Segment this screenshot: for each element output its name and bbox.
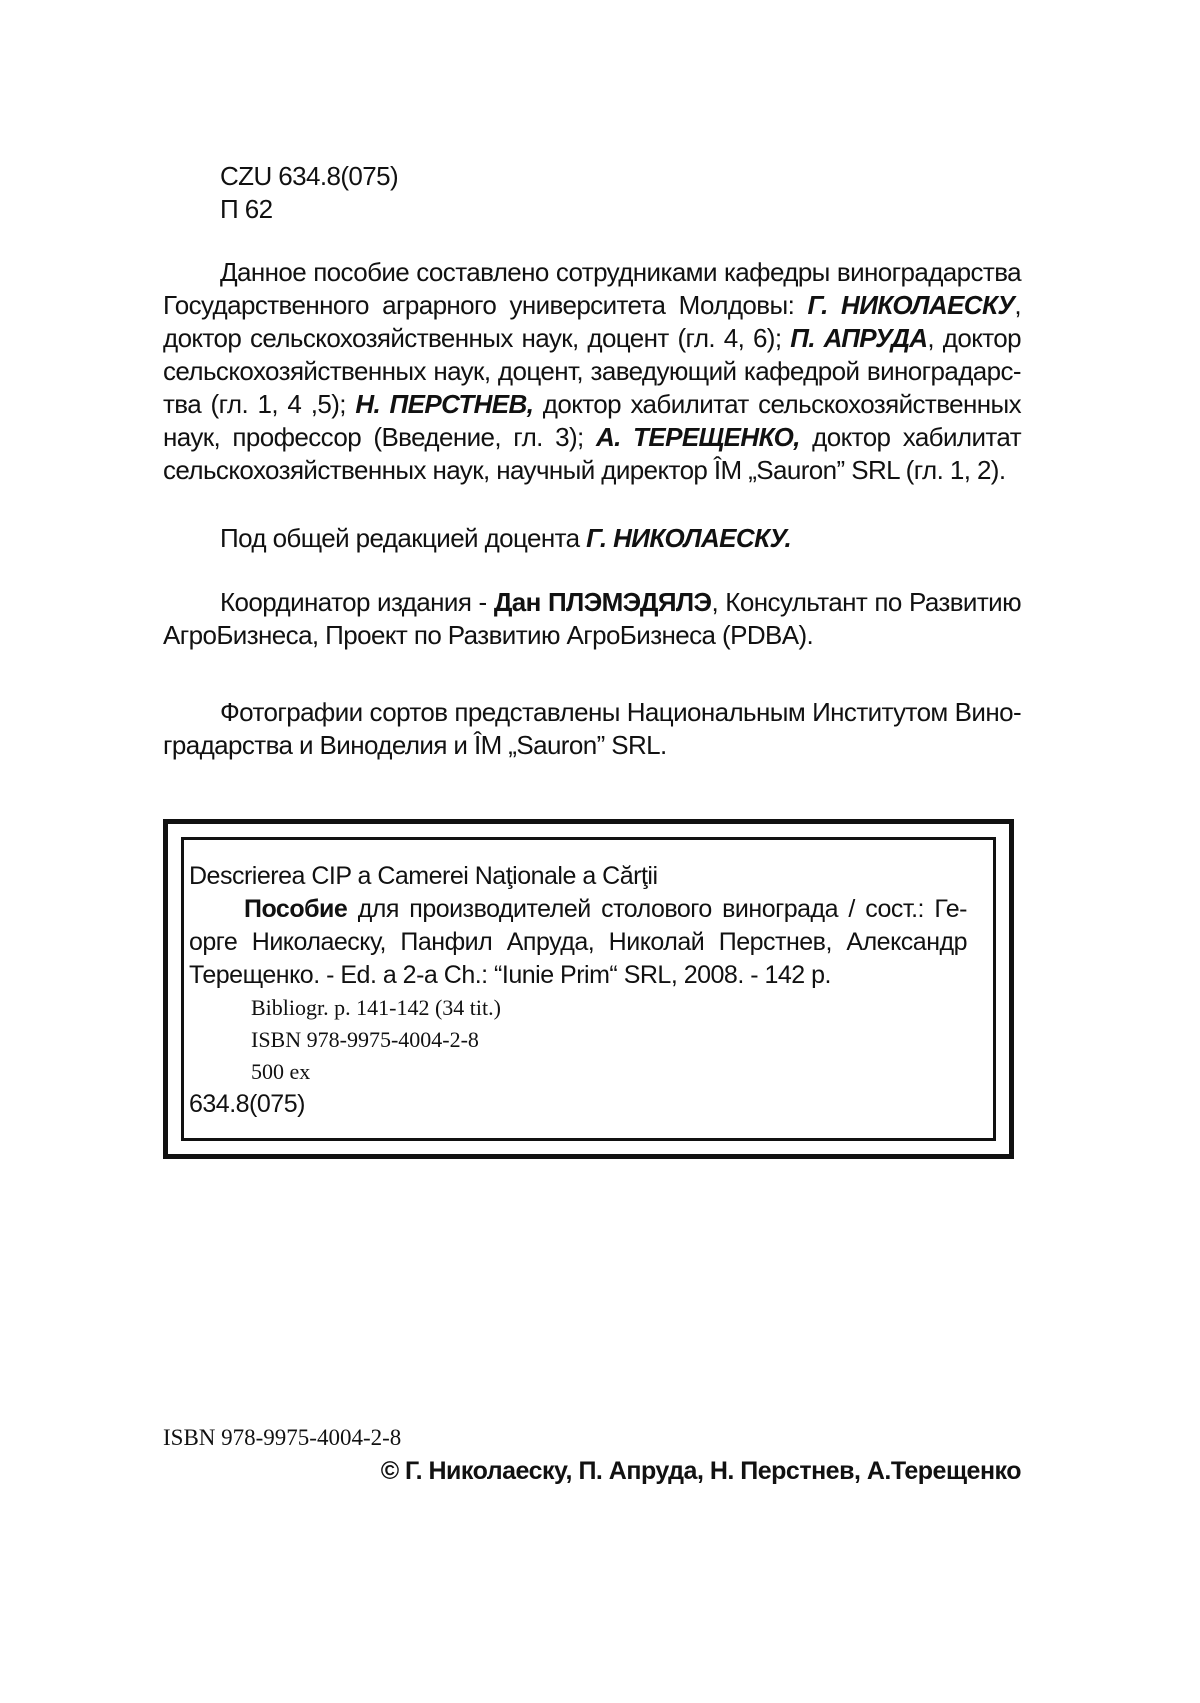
cip-record — [189, 860, 967, 1121]
footer-isbn: ISBN 978-9975-4004-2-8 — [163, 1425, 402, 1450]
editor-name: Г. НИКОЛАЕСКУ. — [586, 523, 792, 553]
coordinator-rest: , Консультант по Развитию АгроБизнеса, Проект по Развитию АгроБизнеса (PDBA). — [163, 587, 1021, 650]
cip-frame — [163, 819, 1014, 1159]
copyright-line: © Г. Николаеску, П. Апруда, Н. Перстнев, А.Терещенко — [380, 1457, 1021, 1485]
index-code: П 62 — [220, 194, 273, 224]
photos-paragraph: Фотографии сортов представлены Национальным Институтом Вино-градарства и Виноделия и ÎM „Sauron” SRL. — [163, 697, 1021, 760]
author-tereshchenko: А. ТЕРЕЩЕНКО, — [595, 422, 800, 452]
author-apruda: П. АПРУДА — [790, 323, 928, 353]
cip-isbn: ISBN 978-9975-4004-2-8 — [251, 1027, 479, 1052]
authors-paragraph — [163, 256, 1021, 487]
cip-header: Descrierea CIP a Camerei Naţionale a Cărţii — [189, 862, 658, 890]
author-perstnev: Н. ПЕРСТНЕВ, — [355, 389, 534, 419]
editor-text: Под общей редакцией доцента — [220, 523, 587, 553]
coordinator-name: Дан ПЛЭМЭДЯЛЭ — [493, 587, 712, 617]
cip-entry — [189, 893, 967, 992]
authors-text-4: доктор хабилитат сельскохозяйственных наук, профессор (Введение, гл. 3); — [163, 389, 1022, 452]
classification-codes — [220, 160, 1078, 226]
author-nikolaesku: Г. НИКОЛАЕСКУ — [807, 290, 1015, 320]
coordinator-paragraph — [163, 586, 1021, 652]
cip-entry-text: для производителей столового винограда / сост.: Ге-орге Николаеску, Панфил Апруда, Николай Перстнев, Александр Терещенко. - Ed. a 2-a Ch.: “Iunie Prim“ SRL, 2008. - 142 p. — [189, 895, 967, 989]
coordinator-text: Координатор издания - — [220, 587, 494, 617]
authors-text-5: доктор хабилитат сельскохозяйственных наук, научный директор ÎM „Sauron” SRL (гл. 1, 2). — [163, 422, 1021, 485]
authors-text-3: , доктор сельскохозяйственных наук, доцент, заведующий кафедрой виноградарс-тва (гл. 1, 4 ,5); — [163, 323, 1022, 419]
authors-text-2: , доктор сельскохозяйственных наук, доцент (гл. 4, 6); — [163, 290, 1021, 353]
editor-paragraph — [163, 522, 1021, 555]
cip-title: Пособие — [244, 895, 348, 923]
czu-code: CZU 634.8(075) — [220, 161, 399, 191]
cip-class: 634.8(075) — [189, 1090, 305, 1118]
authors-text-1: Данное пособие составлено сотрудниками кафедры виноградарства Государственного аграрного университета Молдовы: — [163, 257, 1021, 320]
cip-bibliography: Bibliogr. p. 141-142 (34 tit.) — [251, 995, 501, 1020]
cip-copies: 500 ex — [251, 1059, 311, 1084]
